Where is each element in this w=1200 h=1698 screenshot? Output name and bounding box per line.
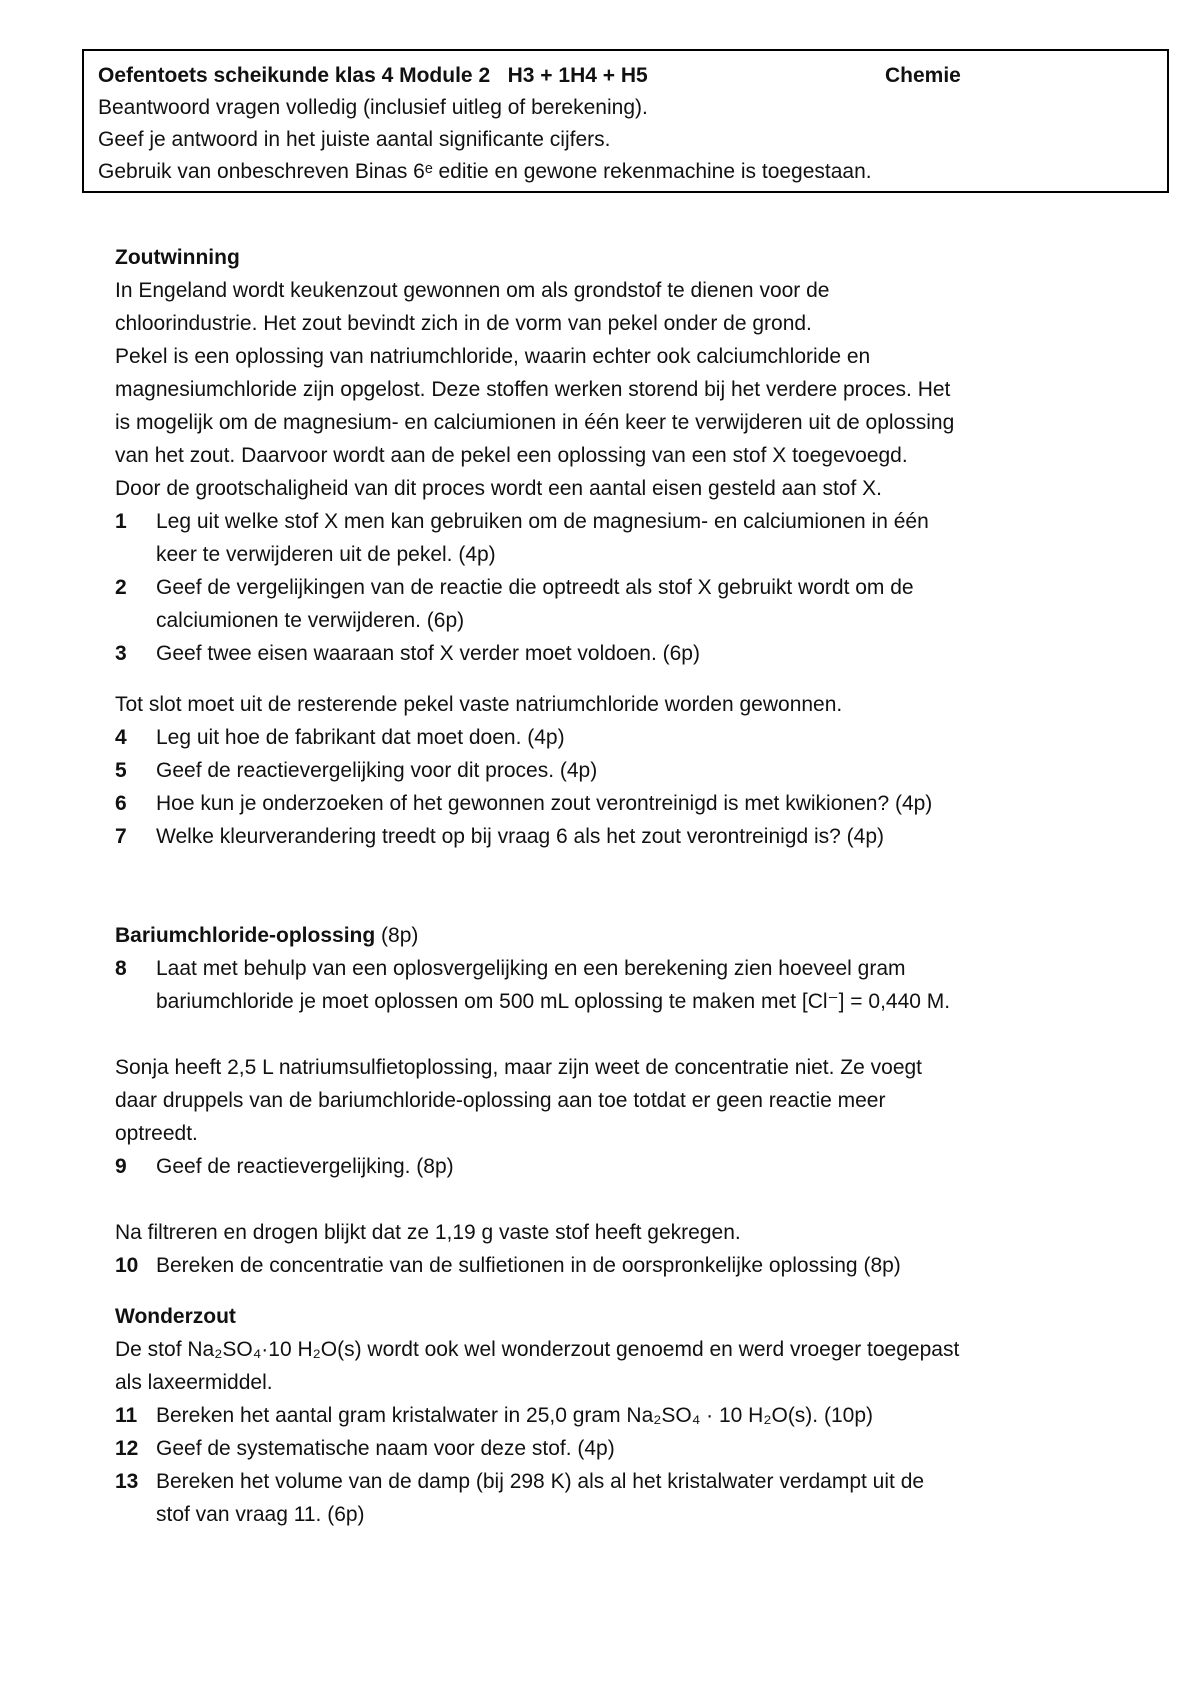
question-7 <box>115 820 1095 853</box>
question-text <box>156 952 1095 1018</box>
question-9 <box>115 1150 1095 1183</box>
question-text: Geef twee eisen waaraan stof X verder moet voldoen. (6p) <box>156 642 700 665</box>
question-number: 6 <box>115 792 127 815</box>
paragraph-line: Tot slot moet uit de resterende pekel vaste natriumchloride worden gewonnen. <box>115 693 843 716</box>
question-11 <box>115 1399 1095 1432</box>
question-text: Welke kleurverandering treedt op bij vraag 6 als het zout verontreinigd is? (4p) <box>156 825 885 848</box>
instruction-line: Geef je antwoord in het juiste aantal significante cijfers. <box>98 128 611 151</box>
paragraph-line: chloorindustrie. Het zout bevindt zich in de vorm van pekel onder de grond. <box>115 312 812 335</box>
paragraph-line: van het zout. Daarvoor wordt aan de pekel een oplossing van een stof X toegevoegd. <box>115 444 908 467</box>
question-text: Geef de systematische naam voor deze stof. (4p) <box>156 1437 615 1460</box>
question-line: Laat met behulp van een oplosvergelijking en een berekening zien hoeveel gram <box>156 957 906 980</box>
question-number: 8 <box>115 957 127 980</box>
paragraph-line: Pekel is een oplossing van natriumchloride, waarin echter ook calciumchloride en <box>115 345 871 368</box>
question-text: Geef de reactievergelijking voor dit proces. (4p) <box>156 759 598 782</box>
header-title-row <box>98 60 1153 92</box>
question-number: 10 <box>115 1254 139 1277</box>
question-text <box>156 1465 1095 1531</box>
question-line: calciumionen te verwijderen. (6p) <box>156 609 465 632</box>
section-title-text: Bariumchloride-oplossing <box>115 924 376 947</box>
question-number: 12 <box>115 1437 139 1460</box>
question-line: Geef de vergelijkingen van de reactie die optreedt als stof X gebruikt wordt om de <box>156 576 914 599</box>
section-title-wonderzout: Wonderzout <box>115 1305 236 1328</box>
paragraph-line: daar druppels van de bariumchloride-oplossing aan toe totdat er geen reactie meer <box>115 1089 886 1112</box>
question-number: 13 <box>115 1470 139 1493</box>
test-title: Oefentoets scheikunde klas 4 Module 2 H3 + 1H4 + H5 <box>98 64 648 87</box>
paragraph-line: als laxeermiddel. <box>115 1371 273 1394</box>
paragraph-line: optreedt. <box>115 1122 198 1145</box>
question-number: 4 <box>115 726 127 749</box>
paragraph-line: De stof Na₂SO₄·10 H₂O(s) wordt ook wel wonderzout genoemd en werd vroeger toegepast <box>115 1338 960 1361</box>
paragraph-line: In Engeland wordt keukenzout gewonnen om als grondstof te dienen voor de <box>115 279 830 302</box>
test-content <box>115 241 1095 1531</box>
question-text: Leg uit hoe de fabrikant dat moet doen. (4p) <box>156 726 565 749</box>
question-text: Geef de reactievergelijking. (8p) <box>156 1155 454 1178</box>
question-line: keer te verwijderen uit de pekel. (4p) <box>156 543 496 566</box>
question-4 <box>115 721 1095 754</box>
question-text: Bereken de concentratie van de sulfietionen in de oorspronkelijke oplossing (8p) <box>156 1254 901 1277</box>
subject-label: Chemie <box>885 64 961 87</box>
section-title-bariumchloride <box>115 919 1095 952</box>
paragraph-line: Sonja heeft 2,5 L natriumsulfietoplossing, maar zijn weet de concentratie niet. Ze voegt <box>115 1056 923 1079</box>
question-line: stof van vraag 11. (6p) <box>156 1503 365 1526</box>
paragraph-line: Door de grootschaligheid van dit proces wordt een aantal eisen gesteld aan stof X. <box>115 477 882 500</box>
question-text: Bereken het aantal gram kristalwater in 25,0 gram Na₂SO₄ · 10 H₂O(s). (10p) <box>156 1404 873 1427</box>
question-8 <box>115 952 1095 1018</box>
question-3 <box>115 637 1095 670</box>
question-text <box>156 571 1095 637</box>
header-box <box>82 49 1169 193</box>
question-number: 7 <box>115 825 127 848</box>
section-title-zoutwinning: Zoutwinning <box>115 246 240 269</box>
question-text: Hoe kun je onderzoeken of het gewonnen zout verontreinigd is met kwikionen? (4p) <box>156 792 933 815</box>
question-5 <box>115 754 1095 787</box>
question-1 <box>115 505 1095 571</box>
question-number: 9 <box>115 1155 127 1178</box>
question-number: 3 <box>115 642 127 665</box>
paragraph-line: Na filtreren en drogen blijkt dat ze 1,19 g vaste stof heeft gekregen. <box>115 1221 741 1244</box>
question-6 <box>115 787 1095 820</box>
paragraph-line: magnesiumchloride zijn opgelost. Deze stoffen werken storend bij het verdere proces. Het <box>115 378 951 401</box>
question-line: Bereken het volume van de damp (bij 298 K) als al het kristalwater verdampt uit de <box>156 1470 925 1493</box>
question-number: 1 <box>115 510 127 533</box>
question-text <box>156 505 1095 571</box>
question-10 <box>115 1249 1095 1282</box>
question-line: Leg uit welke stof X men kan gebruiken om de magnesium- en calciumionen in één <box>156 510 929 533</box>
question-number: 5 <box>115 759 127 782</box>
instruction-line: Gebruik van onbeschreven Binas 6ᵉ editie en gewone rekenmachine is toegestaan. <box>98 160 872 183</box>
question-2 <box>115 571 1095 637</box>
question-number: 11 <box>115 1404 138 1427</box>
question-13 <box>115 1465 1095 1531</box>
paragraph-line: is mogelijk om de magnesium- en calciumionen in één keer te verwijderen uit de oplossing <box>115 411 955 434</box>
question-12 <box>115 1432 1095 1465</box>
instruction-line: Beantwoord vragen volledig (inclusief uitleg of berekening). <box>98 96 648 119</box>
question-line: bariumchloride je moet oplossen om 500 mL oplossing te maken met [Cl⁻] = 0,440 M. <box>156 990 951 1013</box>
section-points: (8p) <box>375 924 419 947</box>
question-number: 2 <box>115 576 127 599</box>
